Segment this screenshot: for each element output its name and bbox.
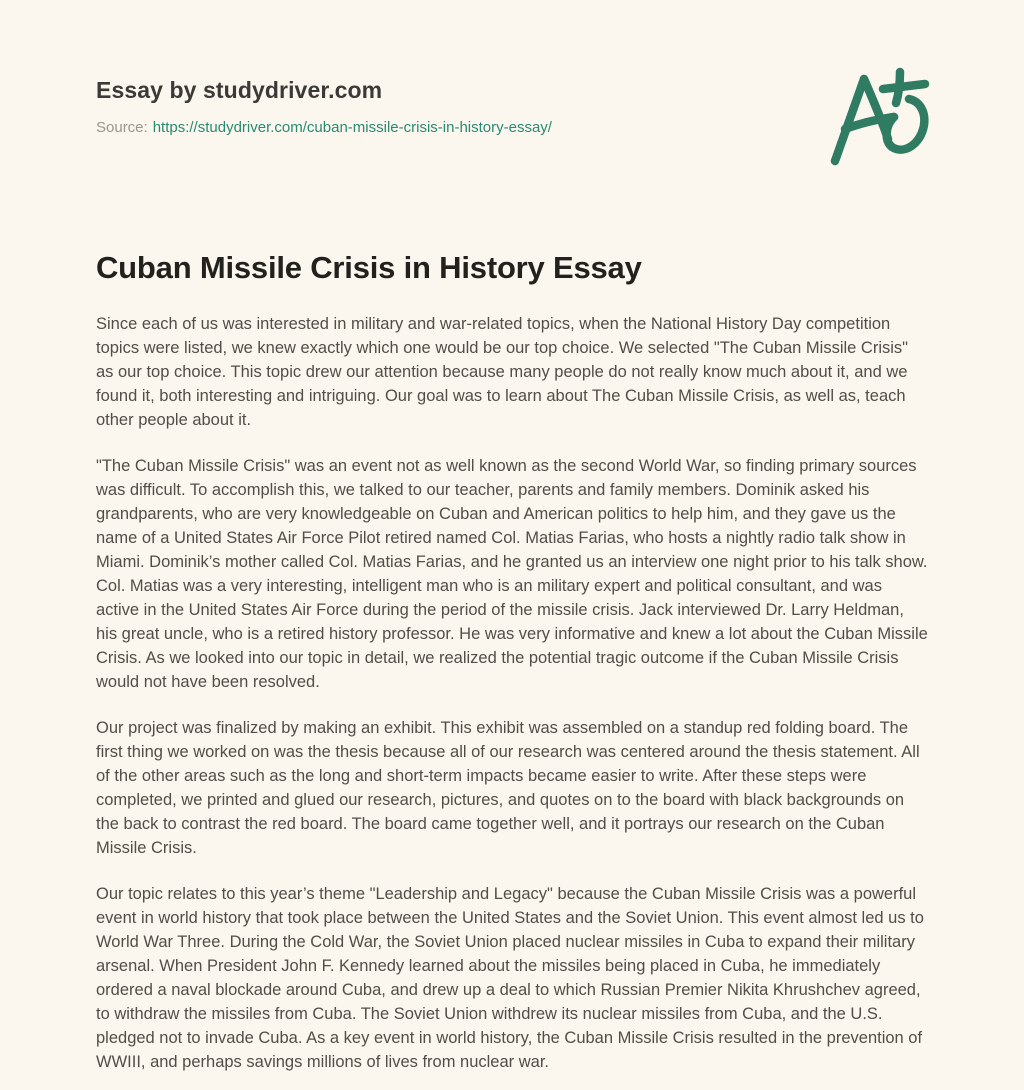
essay-paragraph-1: Since each of us was interested in military and war-related topics, when the National History Day competition topics were listed, we knew exactly which one would be our top choice. We selected "The Cuban Missile Crisis" as our top choice. This topic drew our attention because many people do not really know much about it, and we found it, both interesting and intriguing. Our goal was to learn about The Cuban Missile Crisis, as well as, teach other people about it. xyxy=(96,315,909,429)
essay-paragraph-2: "The Cuban Missile Crisis" was an event not as well known as the second World War, so finding primary sources was difficult. To accomplish this, we talked to our teacher, parents and family members. Dominik asked his grandparents, who are very knowledgeable on Cuban and American politics to help him, and they gave us the name of a United States Air Force Pilot retired named Col. Matias Farias, who hosts a nightly radio talk show in Miami. Dominik’s mother called Col. Matias Farias, and he granted us an interview one night prior to his talk show. Col. Matias was a very interesting, intelligent man who is an military expert and political consultant, and was active in the United States Air Force during the period of the missile crisis. Jack interviewed Dr. Larry Heldman, his great uncle, who is a retired history professor. He was very informative and knew a lot about the Cuban Missile Crisis. As we looked into our topic in detail, we realized the potential tragic outcome if the Cuban Missile Crisis would not have been resolved. xyxy=(96,457,928,691)
header-text-block xyxy=(96,76,928,138)
essay-paragraph-4: Our topic relates to this year’s theme "Leadership and Legacy" because the Cuban Missile Crisis was a powerful event in world history that took place between the United States and the Soviet Union. This event almost led us to World War Three. During the Cold War, the Soviet Union placed nuclear missiles in Cuba to expand their military arsenal. When President John F. Kennedy learned about the missiles being placed in Cuba, he immediately ordered a naval blockade around Cuba, and drew up a deal to which Russian Premier Nikita Khrushchev agreed, to withdraw the missiles from Cuba. The Soviet Union withdrew its nuclear missiles from Cuba, and the U.S. pledged not to invade Cuba. As a key event in world history, the Cuban Missile Crisis resulted in the prevention of WWIII, and perhaps savings millions of lives from nuclear war. xyxy=(96,885,924,1071)
essay-body xyxy=(96,312,928,1074)
essay-title: Cuban Missile Crisis in History Essay xyxy=(96,250,642,285)
source-label: Source: xyxy=(96,119,148,136)
page-header xyxy=(96,76,928,138)
essay-paragraph-3: Our project was finalized by making an exhibit. This exhibit was assembled on a standup red folding board. The first thing we worked on was the thesis because all of our research was centered around the thesis statement. All of the other areas such as the long and short-term impacts became easier to write. After these steps were completed, we printed and glued our research, pictures, and quotes on to the board with black backgrounds on the back to contrast the red board. The board came together well, and it portrays our research on the Cuban Missile Crisis. xyxy=(96,719,920,857)
a-plus-logo-icon xyxy=(830,66,934,166)
source-url-link[interactable]: https://studydriver.com/cuban-missile-crisis-in-history-essay/ xyxy=(152,119,552,136)
source-line xyxy=(96,118,928,138)
byline: Essay by studydriver.com xyxy=(96,77,383,103)
a-plus-logo xyxy=(830,66,934,166)
